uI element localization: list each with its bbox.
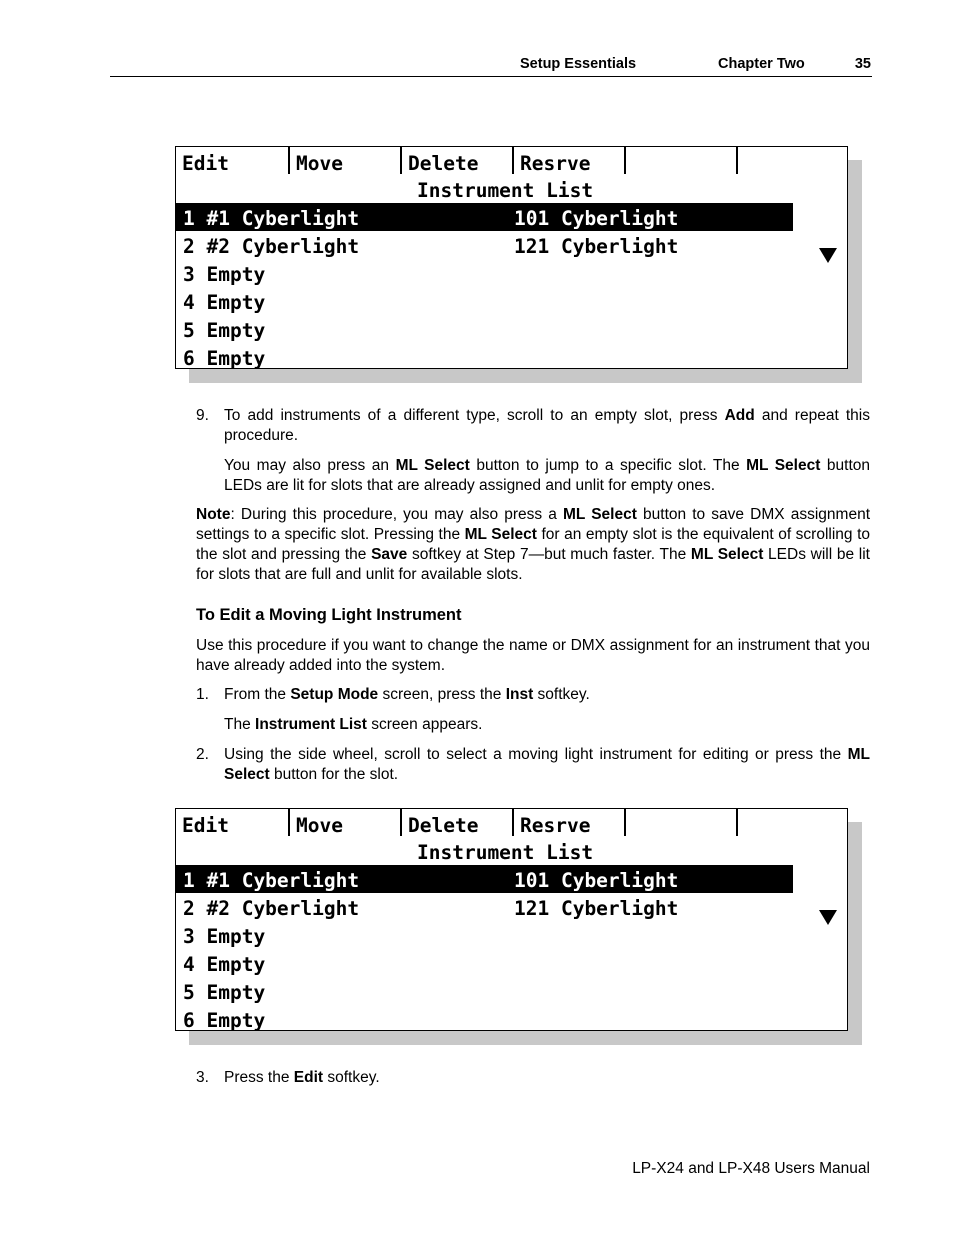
softkey-blank-5[interactable]: [624, 809, 736, 836]
slot-label: 3 Empty: [183, 925, 266, 948]
ml-select-paragraph: You may also press an ML Select button to jump to a specific slot. The ML Select button LEDs are lit for slots that are already assigned and unlit for empty ones.: [224, 457, 870, 494]
page-footer: LP-X24 and LP-X48 Users Manual: [632, 1160, 870, 1177]
instrument-list-screen: [175, 808, 848, 1031]
slot-label: 5 Empty: [183, 319, 266, 342]
page-header: [110, 56, 872, 77]
screen-display: [175, 146, 848, 369]
step-1-text: From the Setup Mode screen, press the Inst softkey.: [224, 686, 590, 703]
header-chapter: Chapter Two: [718, 56, 805, 72]
list-item[interactable]: [176, 1005, 793, 1031]
instrument-list-screen: [175, 146, 848, 369]
softkey-blank-6[interactable]: [736, 147, 847, 174]
slot-label: 1 #1 Cyberlight: [183, 207, 360, 230]
header-section: Setup Essentials: [520, 56, 637, 72]
slot-label: 4 Empty: [183, 953, 266, 976]
softkey-reserve[interactable]: Resrve: [512, 809, 624, 836]
header-page-number: 35: [854, 56, 871, 72]
softkey-delete[interactable]: Delete: [400, 809, 512, 836]
step-3-text: Press the Edit softkey.: [224, 1069, 380, 1086]
softkey-move[interactable]: Move: [288, 147, 400, 174]
list-item[interactable]: [176, 315, 793, 343]
list-item[interactable]: [176, 893, 793, 921]
list-item[interactable]: [176, 865, 793, 893]
softkey-blank-6[interactable]: [736, 809, 847, 836]
scroll-down-icon: [819, 248, 837, 263]
step-9-text: To add instruments of a different type, scroll to an empty slot, press Add and repeat this procedure.: [224, 407, 870, 444]
list-item[interactable]: [176, 921, 793, 949]
slot-label: 2 #2 Cyberlight: [183, 235, 360, 258]
list-item[interactable]: [176, 343, 793, 369]
step-1-result: The Instrument List screen appears.: [224, 716, 483, 733]
step-number: 2.: [196, 746, 209, 763]
slot-label: 3 Empty: [183, 263, 266, 286]
scroll-down-icon: [819, 910, 837, 925]
list-item[interactable]: [176, 231, 793, 259]
step-number: 9.: [196, 407, 209, 424]
slot-dmx: 101 Cyberlight: [514, 869, 679, 892]
screen-title: Instrument List: [417, 179, 594, 202]
intro-paragraph: Use this procedure if you want to change the name or DMX assignment for an instrument that you have already added into the system.: [196, 637, 870, 674]
screen-title: Instrument List: [417, 841, 594, 864]
softkey-edit[interactable]: Edit: [182, 814, 229, 837]
list-item[interactable]: [176, 949, 793, 977]
slot-label: 1 #1 Cyberlight: [183, 869, 360, 892]
slot-dmx: 121 Cyberlight: [514, 235, 679, 258]
slot-dmx: 121 Cyberlight: [514, 897, 679, 920]
slot-label: 6 Empty: [183, 1009, 266, 1031]
list-item[interactable]: [176, 977, 793, 1005]
softkey-edit[interactable]: Edit: [182, 152, 229, 175]
softkey-reserve[interactable]: Resrve: [512, 147, 624, 174]
list-item[interactable]: [176, 287, 793, 315]
slot-label: 6 Empty: [183, 347, 266, 369]
slot-label: 2 #2 Cyberlight: [183, 897, 360, 920]
slot-dmx: 101 Cyberlight: [514, 207, 679, 230]
list-item[interactable]: [176, 203, 793, 231]
list-item[interactable]: [176, 259, 793, 287]
section-subheading: To Edit a Moving Light Instrument: [196, 606, 462, 624]
softkey-blank-5[interactable]: [624, 147, 736, 174]
slot-label: 4 Empty: [183, 291, 266, 314]
step-number: 1.: [196, 686, 209, 703]
slot-label: 5 Empty: [183, 981, 266, 1004]
softkey-delete[interactable]: Delete: [400, 147, 512, 174]
softkey-move[interactable]: Move: [288, 809, 400, 836]
step-number: 3.: [196, 1069, 209, 1086]
step-2-text: Using the side wheel, scroll to select a moving light instrument for editing or press the ML Select button for the slot.: [224, 746, 870, 783]
screen-display: [175, 808, 848, 1031]
note-paragraph: Note: During this procedure, you may also press a ML Select button to save DMX assignment settings to a specific slot. Pressing the ML Select for an empty slot is the equivalent of scrolling to the slot and pressing the Save softkey at Step 7—but much faster. The ML Select LEDs will be lit for slots that are full and unlit for available slots.: [196, 506, 870, 583]
